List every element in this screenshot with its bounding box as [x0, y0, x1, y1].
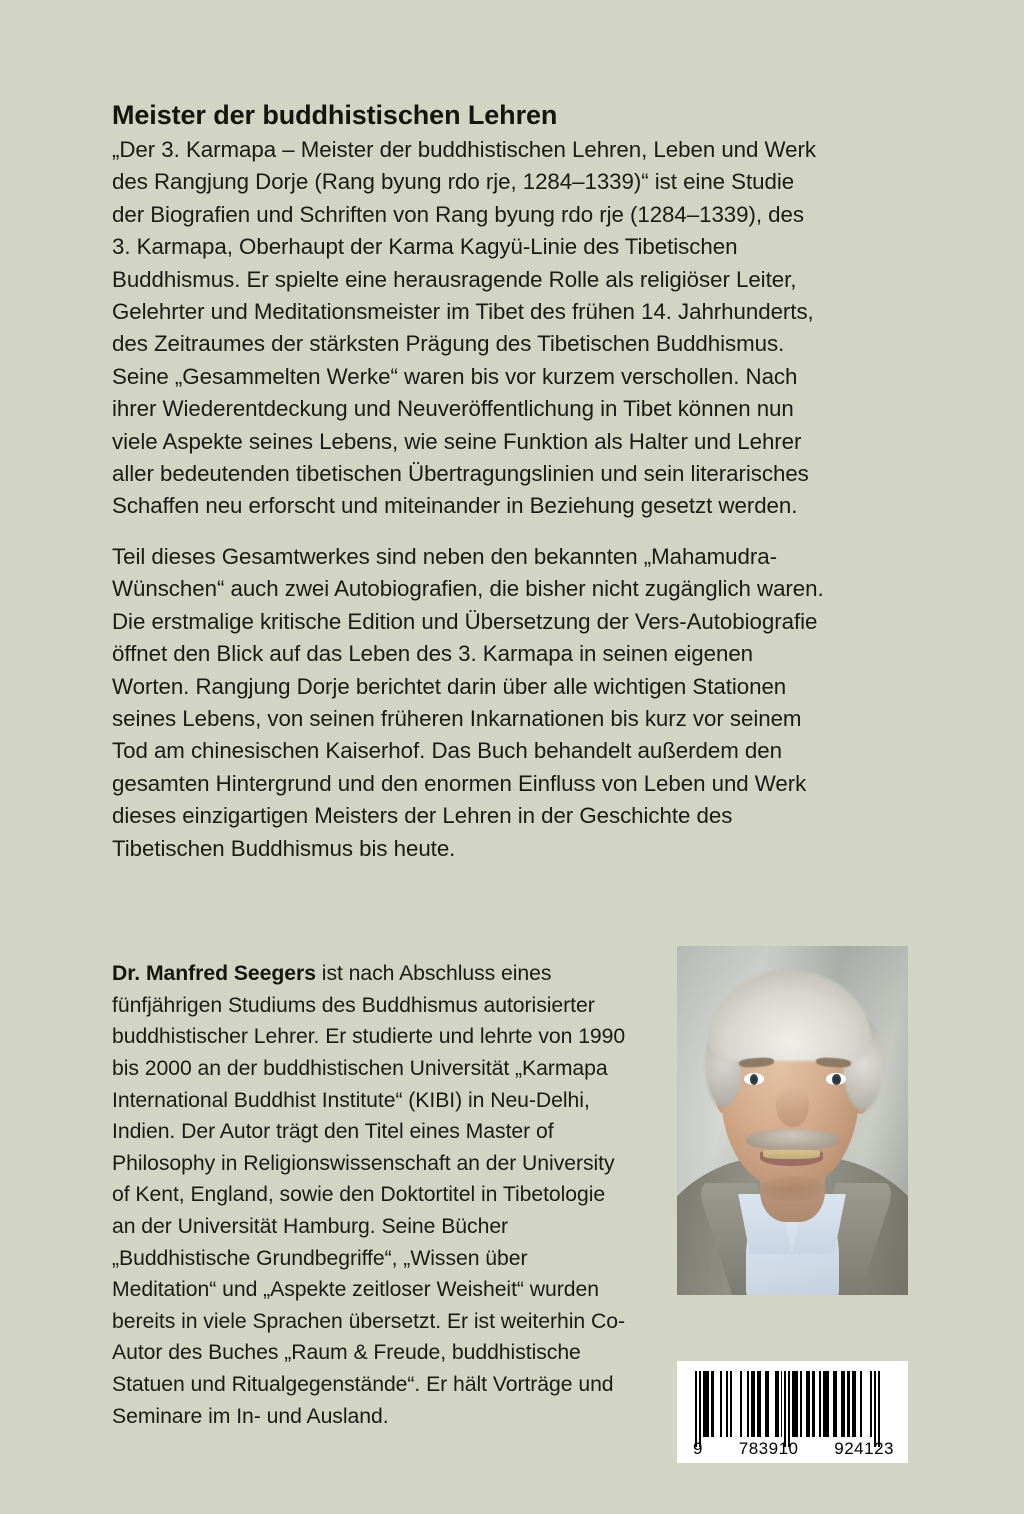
isbn-barcode — [677, 1361, 908, 1463]
portrait-eye-right — [826, 1073, 846, 1085]
author-name: Dr. Manfred Seegers — [112, 962, 316, 986]
author-photo — [677, 946, 908, 1295]
description-paragraph-1: „Der 3. Karmapa – Meister der buddhistischen Lehren, Leben und Werk des Rangjung Dorje (Rang byung rdo rje, 1284–1339)“ ist eine Studie der Biografien und Schriften von Rang byung rdo rje (1284–1339), des 3. Karmapa, Oberhaupt der Karma Kagyü-Linie des Tibetischen Buddhismus. Er spielte eine herausragende Rolle als religiöser Leiter, Gelehrter und Meditationsmeister im Tibet des frühen 14. Jahrhunderts, des Zeitraumes der stärksten Prägung des Tibetischen Buddhismus. Seine „Gesammelten Werke“ waren bis vor kurzem verschollen. Nach ihrer Wiederentdeckung und Neuveröffentlichung in Tibet können nun viele Aspekte seines Lebens, wie seine Funktion als Halter und Lehrer aller bedeutenden tibetischen Übertragungslinien und sein literarisches Schaffen neu erforscht und miteinander in Beziehung gesetzt werden. — [112, 137, 816, 519]
barcode-group-1: 783910 — [738, 1439, 799, 1458]
portrait-nose — [776, 1086, 808, 1128]
page-title: Meister der buddhistischen Lehren — [112, 100, 558, 131]
barcode-bars — [695, 1371, 880, 1437]
author-biography — [112, 958, 634, 1432]
portrait-eye-left — [744, 1073, 764, 1085]
book-description — [112, 134, 827, 865]
author-bio-text: ist nach Abschluss eines fünfjährigen Studiums des Buddhismus autorisierter buddhistischer Lehrer. Er studierte und lehrte von 1990 bis 2000 an der buddhistischen Universität „Karmapa International Buddhist Institute“ (KIBI) in Neu-Delhi, Indien. Der Autor trägt den Titel eines Master of Philosophy in Religionswissenschaft an der University of Kent, England, sowie den Doktortitel in Tibetologie an der Universität Hamburg. Seine Bücher „Buddhistische Grundbegriffe“, „Wissen über Meditation“ und „Aspekte zeitloser Weisheit“ wurden bereits in viele Sprachen übersetzt. Er ist weiterhin Co-Autor des Buches „Raum & Freude, buddhistische Statuen und Ritualgegenstände“. Er hält Vorträge und Seminare im In- und Ausland. — [112, 962, 626, 1428]
barcode-digits — [689, 1439, 898, 1459]
portrait-mouth — [760, 1150, 822, 1166]
description-paragraph-2: Teil dieses Gesamtwerkes sind neben den bekannten „Mahamudra-Wünschen“ auch zwei Autobiografien, die bisher nicht zugänglich waren. Die erstmalige kritische Edition und Übersetzung der Vers-Autobiografie öffnet den Blick auf das Leben des 3. Karmapa in seinen eigenen Worten. Rangjung Dorje berichtet darin über alle wichtigen Stationen seines Lebens, von seinen früheren Inkarnationen bis kurz vor seinem Tod am chinesischen Kaiserhof. Das Buch behandelt außerdem den gesamten Hintergrund und den enormen Einfluss von Leben und Werk dieses einzigartigen Meisters der Lehren in der Geschichte des Tibetischen Buddhismus bis heute. — [112, 543, 824, 861]
author-portrait-illustration — [677, 946, 908, 1295]
portrait-chin — [760, 1176, 825, 1200]
portrait-moustache — [746, 1129, 838, 1150]
barcode-digit-left: 9 — [693, 1439, 703, 1458]
barcode-group-2: 924123 — [834, 1439, 894, 1458]
portrait-hair-top — [709, 970, 871, 1061]
